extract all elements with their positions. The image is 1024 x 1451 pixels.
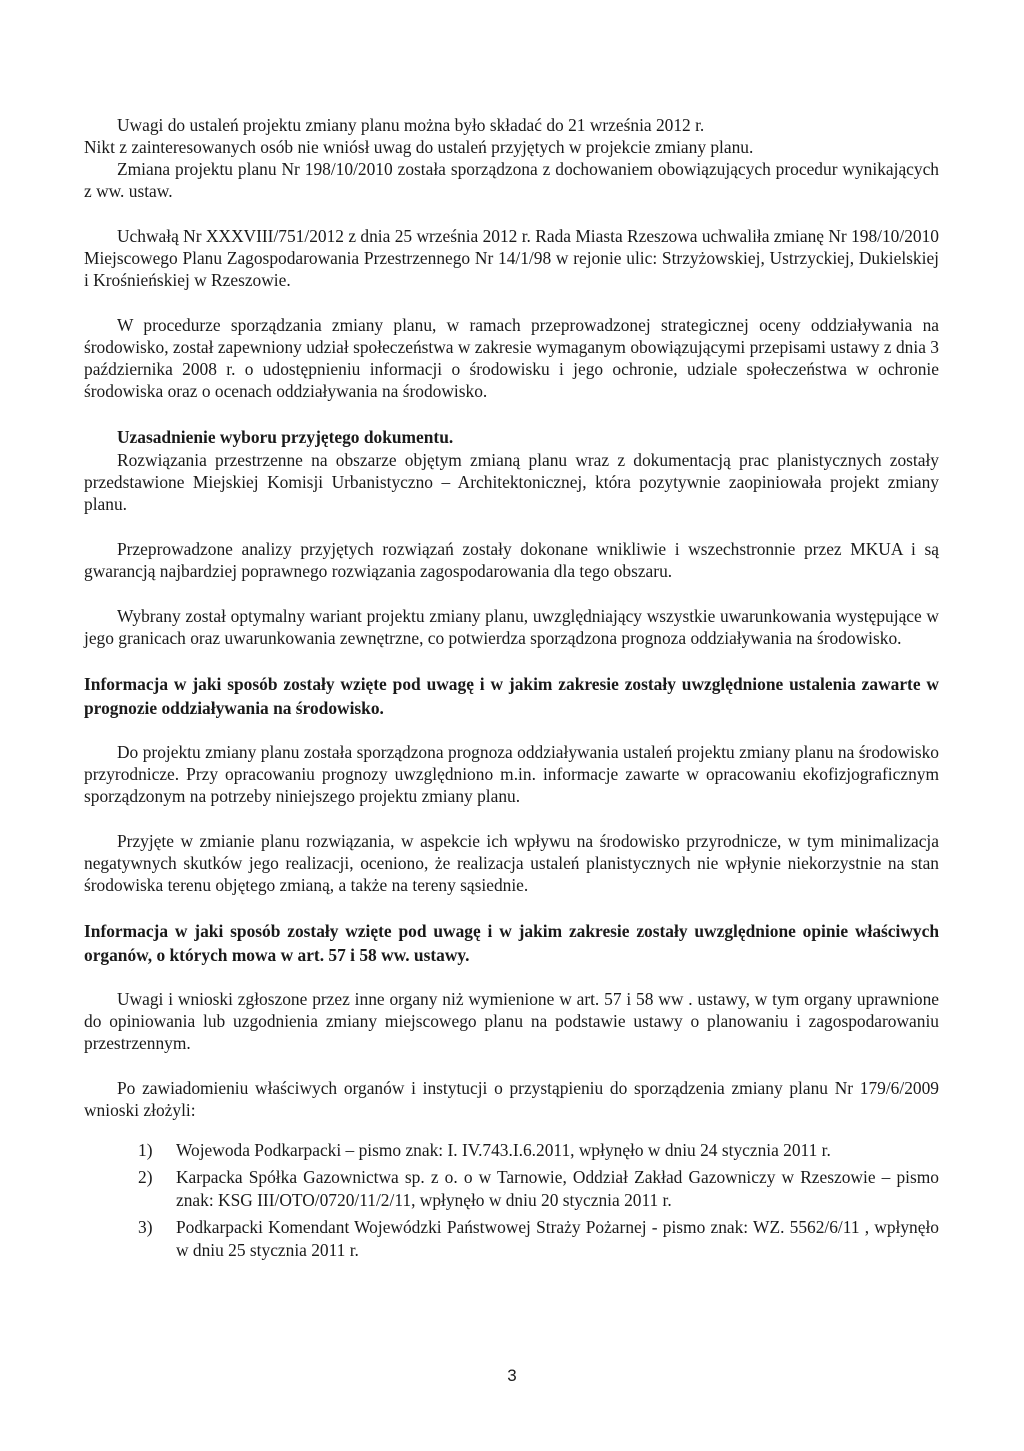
list-item [84,1166,939,1212]
paragraph-commission: Rozwiązania przestrzenne na obszarze objętym zmianą planu wraz z dokumentacją prac planistycznych zostały przedstawione Miejskiej Komisji Urbanistyczno – Architektonicznej, która pozytywnie zaopiniowała projekt zmiany planu. [84,450,939,514]
paragraph-procedure-compliance: Zmiana projektu planu Nr 198/10/2010 została sporządzona z dochowaniem obowiązujących procedur wynikających z ww. ustaw. [84,159,939,201]
list-item-number: 2) [138,1167,153,1187]
list-item-number: 1) [138,1140,153,1160]
paragraph-solutions-assessment: Przyjęte w zmianie planu rozwiązania, w aspekcie ich wpływu na środowisko przyrodnicze, w tym minimalizacja negatywnych skutków jego realizacji, oceniono, że realizacja ustaleń planistycznych nie wpłynie niekorzystnie na stan środowiska terenu objętego zmianą, a także na tereny sąsiednie. [84,831,939,895]
list-item [84,1139,939,1162]
paragraph-public-participation: W procedurze sporządzania zmiany planu, w ramach przeprowadzonej strategicznej oceny oddziaływania na środowisko, został zapewniony udział społeczeństwa w zakresie wymaganym obowiązującymi przepisami ustawy z dnia 3 października 2008 r. o udostępnieniu informacji o środowisku i jego ochronie, udziale społeczeństwa w ochronie środowiska oraz o ocenach oddziaływania na środowisko. [84,315,939,401]
list-item-text: Karpacka Spółka Gazownictwa sp. z o. o w Tarnowie, Oddział Zakład Gazowniczy w Rzeszowie – pismo znak: KSG III/OTO/0720/11/2/11, wpłynęło w dniu 20 stycznia 2011 r. [176,1167,939,1210]
list-item-text: Podkarpacki Komendant Wojewódzki Państwowej Straży Pożarnej - pismo znak: WZ. 5562/6/11 , wpłynęło w dniu 25 stycznia 2011 r. [176,1217,939,1260]
list-item-text: Wojewoda Podkarpacki – pismo znak: I. IV.743.I.6.2011, wpłynęło w dniu 24 stycznia 2011 r. [176,1140,831,1160]
heading-opinions-info: Informacja w jaki sposób zostały wzięte pod uwagę i w jakim zakresie zostały uwzględnione opinie właściwych organów, o których mowa w art. 57 i 58 ww. ustawy. [84,921,939,965]
paragraph-forecast: Do projektu zmiany planu została sporządzona prognoza oddziaływania ustaleń projektu zmiany planu na środowisko przyrodnicze. Przy opracowaniu prognozy uwzględniono m.in. informacje zawarte w opracowaniu ekofizjograficznym sporządzonym na potrzeby niniejszego projektu zmiany planu. [84,742,939,806]
list-item-number: 3) [138,1217,153,1237]
paragraph-notification: Po zawiadomieniu właściwych organów i instytucji o przystąpieniu do sporządzenia zmiany planu Nr 179/6/2009 wnioski złożyli: [84,1078,939,1120]
paragraph-no-remarks: Nikt z zainteresowanych osób nie wniósł uwag do ustaleń przyjętych w projekcie zmiany planu. [84,137,754,157]
applicants-list [84,1139,939,1262]
list-item [84,1216,939,1262]
paragraph-analyses: Przeprowadzone analizy przyjętych rozwiązań zostały dokonane wnikliwie i wszechstronnie przez MKUA i są gwarancją najbardziej poprawnego rozwiązania zagospodarowania dla tego obszaru. [84,539,939,581]
paragraph-optimal-variant: Wybrany został optymalny wariant projektu zmiany planu, uwzględniający wszystkie uwarunkowania występujące w jego granicach oraz uwarunkowania zewnętrzne, co potwierdza sporządzona prognoza oddziaływania na środowisko. [84,606,939,648]
heading-justification: Uzasadnienie wyboru przyjętego dokumentu. [117,427,454,447]
paragraph-remarks-deadline: Uwagi do ustaleń projektu zmiany planu można było składać do 21 września 2012 r. [117,115,705,135]
page-number: 3 [507,1366,517,1385]
paragraph-other-authorities: Uwagi i wnioski zgłoszone przez inne organy niż wymienione w art. 57 i 58 ww . ustawy, w tym organy uprawnione do opiniowania lub uzgodnienia zmiany miejscowego planu na podstawie ustawy o planowaniu i zagospodarowaniu przestrzennym. [84,989,939,1053]
heading-forecast-info: Informacja w jaki sposób zostały wzięte pod uwagę i w jakim zakresie zostały uwzględnione ustalenia zawarte w prognozie oddziaływania na środowisko. [84,674,939,718]
paragraph-resolution: Uchwałą Nr XXXVIII/751/2012 z dnia 25 września 2012 r. Rada Miasta Rzeszowa uchwaliła zmianę Nr 198/10/2010 Miejscowego Planu Zagospodarowania Przestrzennego Nr 14/1/98 w rejonie ulic: Strzyżowskiej, Ustrzyckiej, Dukielskiej i Krośnieńskiej w Rzeszowie. [84,226,939,290]
document-page [84,114,939,1266]
